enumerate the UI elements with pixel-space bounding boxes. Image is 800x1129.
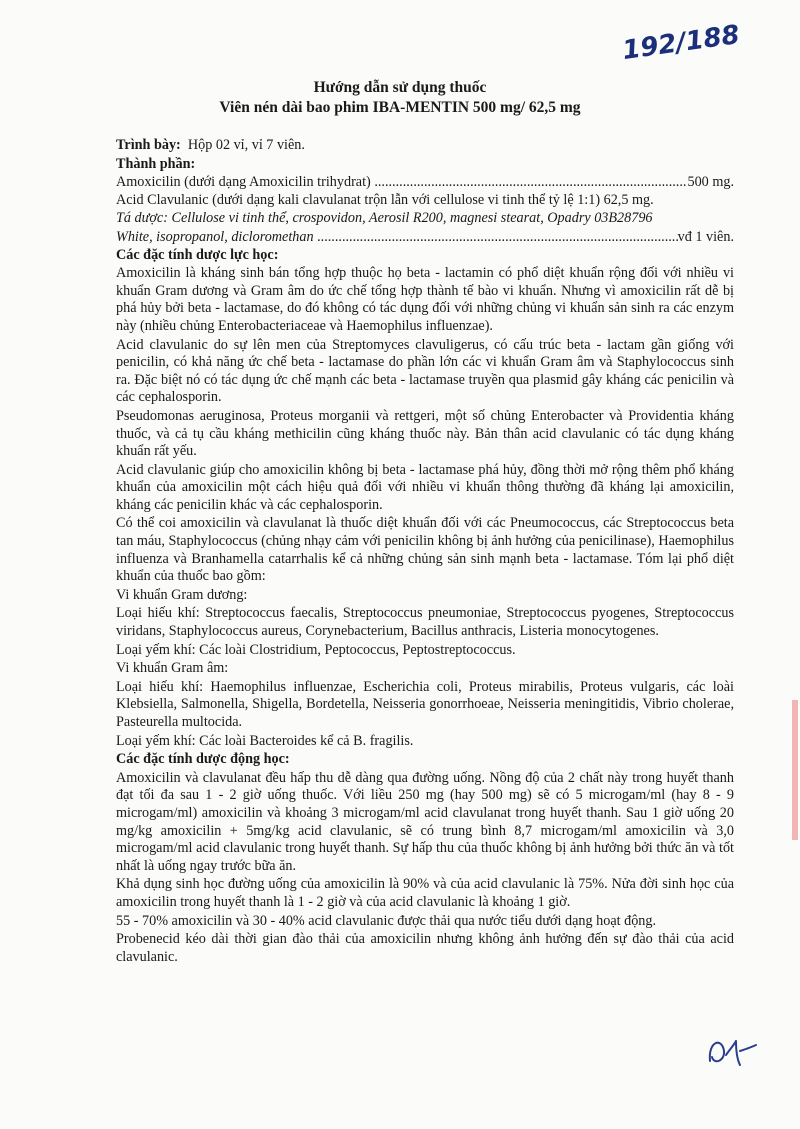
pharmacokinetics-paragraph: 55 - 70% amoxicilin và 30 - 40% acid clavulanic được thải qua nước tiểu dưới dạng hoạt động. <box>116 912 657 929</box>
excipients-line-1: Tá dược: Cellulose vi tinh thể, crospovidon, Aerosil R200, magnesi stearat, Opadry 03B28796 <box>116 210 653 227</box>
gram-negative-aerobic: Loại hiếu khí: Haemophilus influenzae, Escherichia coli, Proteus mirabilis, Proteus vulgaris, các loài Klebsiella, Salmonella, Shigella, Bordetella, Neisseria gonorrhoeae, Neisseria meningitidis, Vibrio cholerae, Pasteurella multocida. <box>116 678 734 730</box>
presentation-value: Hộp 02 vỉ, vỉ 7 viên. <box>187 137 305 153</box>
title-line-1: Hướng dẫn sử dụng thuốc <box>313 79 487 96</box>
pharmacokinetics-heading: Các đặc tính dược động học: <box>116 751 290 768</box>
pharmacokinetics-paragraph: Amoxicilin và clavulanat đều hấp thu dễ dàng qua đường uống. Nồng độ của 2 chất này trong huyết thanh đạt tối đa sau 1 - 2 giờ uống thuốc. Với liều 250 mg (hay 500 mg) sẽ có 5 microgam/ml (hay 8 - 9 microgam/ml) amoxicilin và khoảng 3 microgam/ml acid clavulanat trong huyết thanh. Sau 1 giờ uống 20 mg/kg amoxicilin + 5mg/kg acid clavulanic, sẽ có trung bình 8,7 microgam/ml amoxicilin và 3,0 microgam/ml acid clavulanic trong huyết thanh. Sự hấp thu của thuốc không bị ảnh hưởng bởi thức ăn và tốt nhất là uống ngay trước bữa ăn. <box>116 769 734 874</box>
pharmacodynamics-paragraph: Acid clavulanic giúp cho amoxicilin không bị beta - lactamase phá hủy, đồng thời mở rộng thêm phổ kháng khuẩn của amoxicilin một cách hiệu quả đối với nhiều vi khuẩn thông thường đã kháng lại amoxicilin, kháng các penicilin khác và các cephalosporin. <box>116 461 734 513</box>
presentation-label: Trình bày: <box>116 137 181 153</box>
handwritten-page-number: 192/188 <box>620 19 742 67</box>
pharmacodynamics-paragraph: Pseudomonas aeruginosa, Proteus morganii và rettgeri, một số chủng Enterobacter và Providentia kháng thuốc, và cả tụ cầu kháng methicilin cũng kháng thuốc này. Bản thân acid clavulanic có tác dụng kháng khuẩn rất yếu. <box>116 407 734 460</box>
excipients-amount: vđ 1 viên. <box>677 228 734 245</box>
pharmacokinetics-paragraph: Khả dụng sinh học đường uống của amoxicilin là 90% và của acid clavulanic là 75%. Nửa đời sinh học của amoxicilin trong huyết thanh là 1 - 2 giờ và của acid clavulanic là khoảng 1 giờ. <box>116 876 734 910</box>
title-line-2: Viên nén dài bao phim IBA-MENTIN 500 mg/ 62,5 mg <box>219 99 581 116</box>
scan-edge-mark <box>792 700 798 840</box>
gram-positive-aerobic: Loại hiếu khí: Streptococcus faecalis, Streptococcus pneumoniae, Streptococcus pyogenes, Streptococcus viridans, Staphylococcus aureus, Corynebacterium, Bacillus anthracis, Listeria monocytogenes. <box>116 605 734 640</box>
pharmacodynamics-paragraph: Acid clavulanic do sự lên men của Streptomyces clavuligerus, có cấu trúc beta - lactam gần giống với penicilin, có khả năng ức chế beta - lactamase do phần lớn các vi khuẩn Gram âm và Staphylococcus sinh ra. Đặc biệt nó có tác dụng ức chế mạnh các beta - lactamase truyền qua plasmid gây kháng các penicilin và các cephalosporin. <box>116 336 734 406</box>
leader-dots <box>317 229 678 247</box>
document-title <box>0 78 800 118</box>
gram-positive-anaerobic: Loại yếm khí: Các loài Clostridium, Peptococcus, Peptostreptococcus. <box>116 641 516 658</box>
signature-mark <box>700 1031 760 1071</box>
pharmacokinetics-paragraph: Probenecid kéo dài thời gian đào thải của amoxicilin nhưng không ảnh hưởng đến sự đào thải của acid clavulanic. <box>116 931 734 965</box>
pharmacodynamics-paragraph: Có thể coi amoxicilin và clavulanat là thuốc diệt khuẩn đối với các Pneumococcus, các Streptococcus beta tan máu, Staphylococcus (chủng nhạy cảm với penicilin không bị ảnh hưởng của penicilinase), Haemophilus influenza và Branhamella catarrhalis kể cả những chủng sản sinh mạnh beta - lactamase. Tóm lại phổ diệt khuẩn của thuốc bao gồm: <box>116 515 734 585</box>
excipients-line-2 <box>116 229 734 247</box>
gram-negative-heading: Vi khuẩn Gram âm: <box>116 660 229 677</box>
pharmacodynamics-paragraph: Amoxicilin là kháng sinh bán tổng hợp thuộc họ beta - lactamin có phổ diệt khuẩn rộng đối với nhiều vi khuẩn Gram dương và Gram âm do ức chế tổng hợp thành tế bào vi khuẩn. Nhưng vì amoxicilin rất dễ bị phá hủy bởi beta - lactamase, do đó không có tác dụng đối với những chủng vi khuẩn sản sinh ra các enzym này (nhiều chủng Enterobacteriaceae và Haemophilus influenzae). <box>116 265 734 334</box>
gram-negative-anaerobic: Loại yếm khí: Các loài Bacteroides kể cả B. fragilis. <box>116 732 414 749</box>
pharmacodynamics-heading: Các đặc tính dược lực học: <box>116 246 279 263</box>
presentation-line <box>116 137 734 155</box>
clavulanic-line: Acid Clavulanic (dưới dạng kali clavulanat trộn lẫn với cellulose vi tinh thể tỷ lệ 1:1) 62,5 mg. <box>116 191 654 208</box>
gram-positive-heading: Vi khuẩn Gram dương: <box>116 586 248 603</box>
excipients-text: White, isopropanol, dicloromethan <box>116 228 314 245</box>
composition-heading: Thành phần: <box>116 155 196 172</box>
leader-dots <box>374 174 687 192</box>
amoxicilin-line <box>116 174 734 192</box>
amoxicilin-name: Amoxicilin (dưới dạng Amoxicilin trihydrat) <box>116 174 371 191</box>
amoxicilin-amount: 500 mg. <box>687 174 734 191</box>
document-body <box>116 137 734 967</box>
